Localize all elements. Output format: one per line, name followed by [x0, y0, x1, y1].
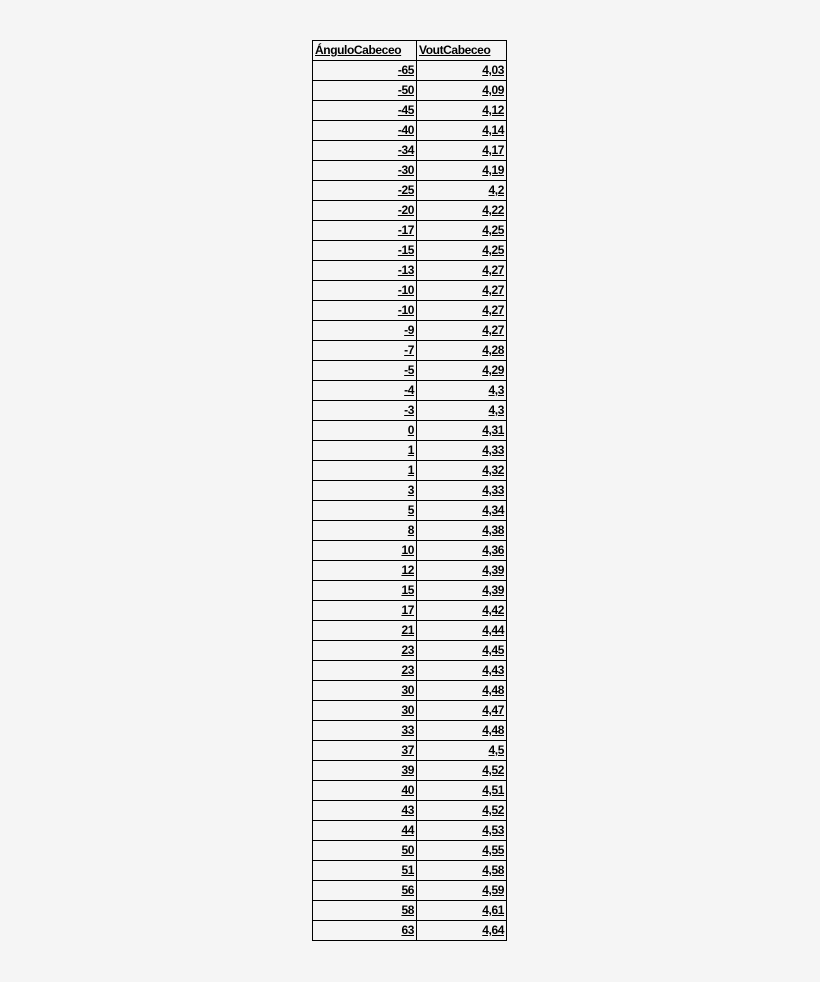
table-row: [313, 621, 507, 641]
vout-cell: 4,27: [417, 301, 507, 321]
table-row: [313, 241, 507, 261]
table-row: [313, 281, 507, 301]
table-row: [313, 221, 507, 241]
angulo-cell: 23: [313, 661, 417, 681]
angulo-cell: 23: [313, 641, 417, 661]
vout-cell: 4,44: [417, 621, 507, 641]
angulo-cell: -15: [313, 241, 417, 261]
angulo-cell: 15: [313, 581, 417, 601]
table-row: [313, 501, 507, 521]
header-angulo-cabeceo: ÁnguloCabeceo: [313, 41, 417, 61]
angulo-cell: 37: [313, 741, 417, 761]
angulo-cell: 58: [313, 901, 417, 921]
table-row: [313, 161, 507, 181]
vout-cell: 4,19: [417, 161, 507, 181]
angulo-cell: -7: [313, 341, 417, 361]
vout-cell: 4,42: [417, 601, 507, 621]
angle-voltage-table: [312, 40, 507, 941]
vout-cell: 4,38: [417, 521, 507, 541]
vout-cell: 4,47: [417, 701, 507, 721]
table-row: [313, 121, 507, 141]
table-row: [313, 681, 507, 701]
vout-cell: 4,36: [417, 541, 507, 561]
vout-cell: 4,33: [417, 481, 507, 501]
angulo-cell: -3: [313, 401, 417, 421]
table-row: [313, 301, 507, 321]
table-row: [313, 801, 507, 821]
vout-cell: 4,52: [417, 761, 507, 781]
table-row: [313, 721, 507, 741]
vout-cell: 4,64: [417, 921, 507, 941]
angulo-cell: -9: [313, 321, 417, 341]
vout-cell: 4,27: [417, 261, 507, 281]
table-row: [313, 901, 507, 921]
angulo-cell: 39: [313, 761, 417, 781]
table-row: [313, 841, 507, 861]
angulo-cell: 5: [313, 501, 417, 521]
vout-cell: 4,31: [417, 421, 507, 441]
vout-cell: 4,39: [417, 561, 507, 581]
header-vout-cabeceo: VoutCabeceo: [417, 41, 507, 61]
vout-cell: 4,25: [417, 221, 507, 241]
angulo-cell: -40: [313, 121, 417, 141]
table-row: [313, 181, 507, 201]
angulo-cell: -25: [313, 181, 417, 201]
angulo-cell: 21: [313, 621, 417, 641]
angulo-cell: -65: [313, 61, 417, 81]
table-row: [313, 341, 507, 361]
angulo-cell: -20: [313, 201, 417, 221]
angulo-cell: 17: [313, 601, 417, 621]
angulo-cell: -10: [313, 281, 417, 301]
table-row: [313, 321, 507, 341]
vout-cell: 4,34: [417, 501, 507, 521]
table-row: [313, 141, 507, 161]
vout-cell: 4,52: [417, 801, 507, 821]
vout-cell: 4,3: [417, 401, 507, 421]
vout-cell: 4,55: [417, 841, 507, 861]
vout-cell: 4,14: [417, 121, 507, 141]
data-table-container: [312, 40, 507, 941]
table-row: [313, 701, 507, 721]
table-row: [313, 661, 507, 681]
table-row: [313, 361, 507, 381]
angulo-cell: 10: [313, 541, 417, 561]
vout-cell: 4,27: [417, 281, 507, 301]
angulo-cell: -30: [313, 161, 417, 181]
table-row: [313, 441, 507, 461]
vout-cell: 4,22: [417, 201, 507, 221]
vout-cell: 4,39: [417, 581, 507, 601]
table-row: [313, 461, 507, 481]
vout-cell: 4,48: [417, 721, 507, 741]
table-row: [313, 861, 507, 881]
angulo-cell: 56: [313, 881, 417, 901]
angulo-cell: 63: [313, 921, 417, 941]
vout-cell: 4,17: [417, 141, 507, 161]
angulo-cell: 50: [313, 841, 417, 861]
table-row: [313, 401, 507, 421]
table-row: [313, 921, 507, 941]
vout-cell: 4,58: [417, 861, 507, 881]
angulo-cell: 44: [313, 821, 417, 841]
angulo-cell: -5: [313, 361, 417, 381]
table-row: [313, 561, 507, 581]
angulo-cell: -17: [313, 221, 417, 241]
angulo-cell: -4: [313, 381, 417, 401]
angulo-cell: 51: [313, 861, 417, 881]
vout-cell: 4,61: [417, 901, 507, 921]
vout-cell: 4,27: [417, 321, 507, 341]
vout-cell: 4,3: [417, 381, 507, 401]
angulo-cell: 30: [313, 701, 417, 721]
header-row: [313, 41, 507, 61]
vout-cell: 4,48: [417, 681, 507, 701]
table-row: [313, 201, 507, 221]
vout-cell: 4,12: [417, 101, 507, 121]
angulo-cell: 1: [313, 461, 417, 481]
vout-cell: 4,45: [417, 641, 507, 661]
table-row: [313, 381, 507, 401]
table-row: [313, 741, 507, 761]
vout-cell: 4,09: [417, 81, 507, 101]
table-row: [313, 81, 507, 101]
vout-cell: 4,32: [417, 461, 507, 481]
angulo-cell: -34: [313, 141, 417, 161]
angulo-cell: 3: [313, 481, 417, 501]
table-row: [313, 881, 507, 901]
table-row: [313, 781, 507, 801]
angulo-cell: 43: [313, 801, 417, 821]
angulo-cell: 0: [313, 421, 417, 441]
vout-cell: 4,29: [417, 361, 507, 381]
table-row: [313, 101, 507, 121]
angulo-cell: 40: [313, 781, 417, 801]
table-row: [313, 601, 507, 621]
table-body: [313, 61, 507, 941]
angulo-cell: 1: [313, 441, 417, 461]
vout-cell: 4,53: [417, 821, 507, 841]
vout-cell: 4,5: [417, 741, 507, 761]
table-row: [313, 641, 507, 661]
vout-cell: 4,03: [417, 61, 507, 81]
angulo-cell: 30: [313, 681, 417, 701]
table-row: [313, 761, 507, 781]
table-row: [313, 521, 507, 541]
angulo-cell: 12: [313, 561, 417, 581]
vout-cell: 4,25: [417, 241, 507, 261]
vout-cell: 4,28: [417, 341, 507, 361]
vout-cell: 4,43: [417, 661, 507, 681]
vout-cell: 4,33: [417, 441, 507, 461]
table-row: [313, 261, 507, 281]
table-row: [313, 821, 507, 841]
angulo-cell: -13: [313, 261, 417, 281]
table-row: [313, 481, 507, 501]
vout-cell: 4,2: [417, 181, 507, 201]
angulo-cell: -50: [313, 81, 417, 101]
table-row: [313, 581, 507, 601]
table-row: [313, 61, 507, 81]
angulo-cell: -10: [313, 301, 417, 321]
angulo-cell: -45: [313, 101, 417, 121]
table-row: [313, 541, 507, 561]
table-row: [313, 421, 507, 441]
angulo-cell: 33: [313, 721, 417, 741]
angulo-cell: 8: [313, 521, 417, 541]
vout-cell: 4,59: [417, 881, 507, 901]
vout-cell: 4,51: [417, 781, 507, 801]
